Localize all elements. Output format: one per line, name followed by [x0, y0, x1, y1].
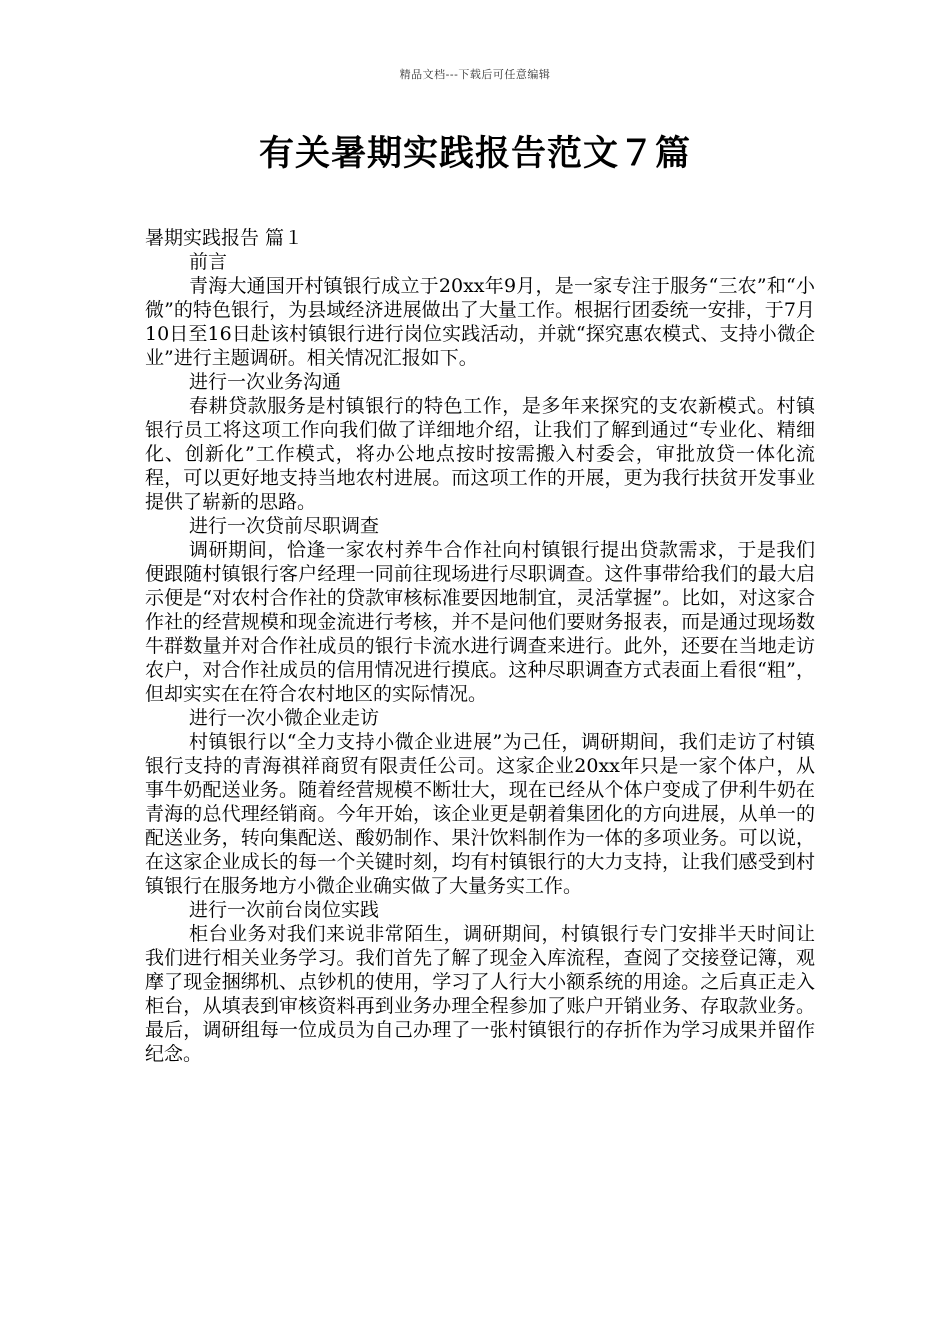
- subheading-business-communication: 进行一次业务沟通: [189, 371, 342, 393]
- header-note: 精品文档---下载后可任意编辑: [399, 68, 551, 81]
- subheading-preface: 前言: [189, 251, 228, 273]
- body-paragraph: 调研期间，恰逢一家农村养牛合作社向村镇银行提出贷款需求，于是我们便跟随村镇银行客户经理一同前往现场进行尽职调查。这件事带给我们的最大启示便是“对农村合作社的贷款审核标准要因地制宜，灵活掌握”。比如，对这家合作社的经营规模和现金流进行考核，并不是问他们要财务报表，而是通过现场数牛群数量并对合作社成员的银行卡流水进行调查来进行。此外，还要在当地走访农户，对合作社成员的信用情况进行摸底。这种尽职调查方式表面上看很“粗”，但却实实在在符合农村地区的实际情况。: [145, 539, 815, 705]
- body-paragraph: 青海大通国开村镇银行成立于20xx年9月，是一家专注于服务“三农”和“小微”的特色银行，为县域经济进展做出了大量工作。根据行团委统一安排，于7月10日至16日赴该村镇银行进行岗位实践活动，并就“探究惠农模式、支持小微企业”进行主题调研。相关情况汇报如下。: [145, 275, 815, 369]
- document-body: [145, 226, 815, 1066]
- document-title: 有关暑期实践报告范文７篇: [258, 133, 691, 174]
- body-paragraph: 柜台业务对我们来说非常陌生，调研期间，村镇银行专门安排半天时间让我们进行相关业务学习。我们首先了解了现金入库流程，查阅了交接登记簿，观摩了现金捆绑机、点钞机的使用，学习了人行大小额系统的用途。之后真正走入柜台，从填表到审核资料再到业务办理全程参加了账户开销业务、存取款业务。最后，调研组每一位成员为自己办理了一张村镇银行的存折作为学习成果并留作纪念。: [145, 923, 815, 1065]
- subheading-due-diligence: 进行一次贷前尽职调查: [189, 515, 380, 537]
- section-heading: 暑期实践报告 篇１: [145, 227, 304, 249]
- subheading-enterprise-visit: 进行一次小微企业走访: [189, 707, 380, 729]
- subheading-front-desk-practice: 进行一次前台岗位实践: [189, 899, 380, 921]
- body-paragraph: 村镇银行以“全力支持小微企业进展”为己任，调研期间，我们走访了村镇银行支持的青海祺祥商贸有限责任公司。这家企业20xx年只是一家个体户，从事牛奶配送业务。随着经营规模不断壮大，现在已经从个体户变成了伊利牛奶在青海的总代理经销商。今年开始，该企业更是朝着集团化的方向进展，从单一的配送业务，转向集配送、酸奶制作、果汁饮料制作为一体的多项业务。可以说，在这家企业成长的每一个关键时刻，均有村镇银行的大力支持，让我们感受到村镇银行在服务地方小微企业确实做了大量务实工作。: [145, 731, 815, 897]
- body-paragraph: 春耕贷款服务是村镇银行的特色工作，是多年来探究的支农新模式。村镇银行员工将这项工作向我们做了详细地介绍，让我们了解到通过“专业化、精细化、创新化”工作模式，将办公地点按时按需搬入村委会，审批放贷一体化流程，可以更好地支持当地农村进展。而这项工作的开展，更为我行扶贫开发事业提供了崭新的思路。: [145, 395, 815, 513]
